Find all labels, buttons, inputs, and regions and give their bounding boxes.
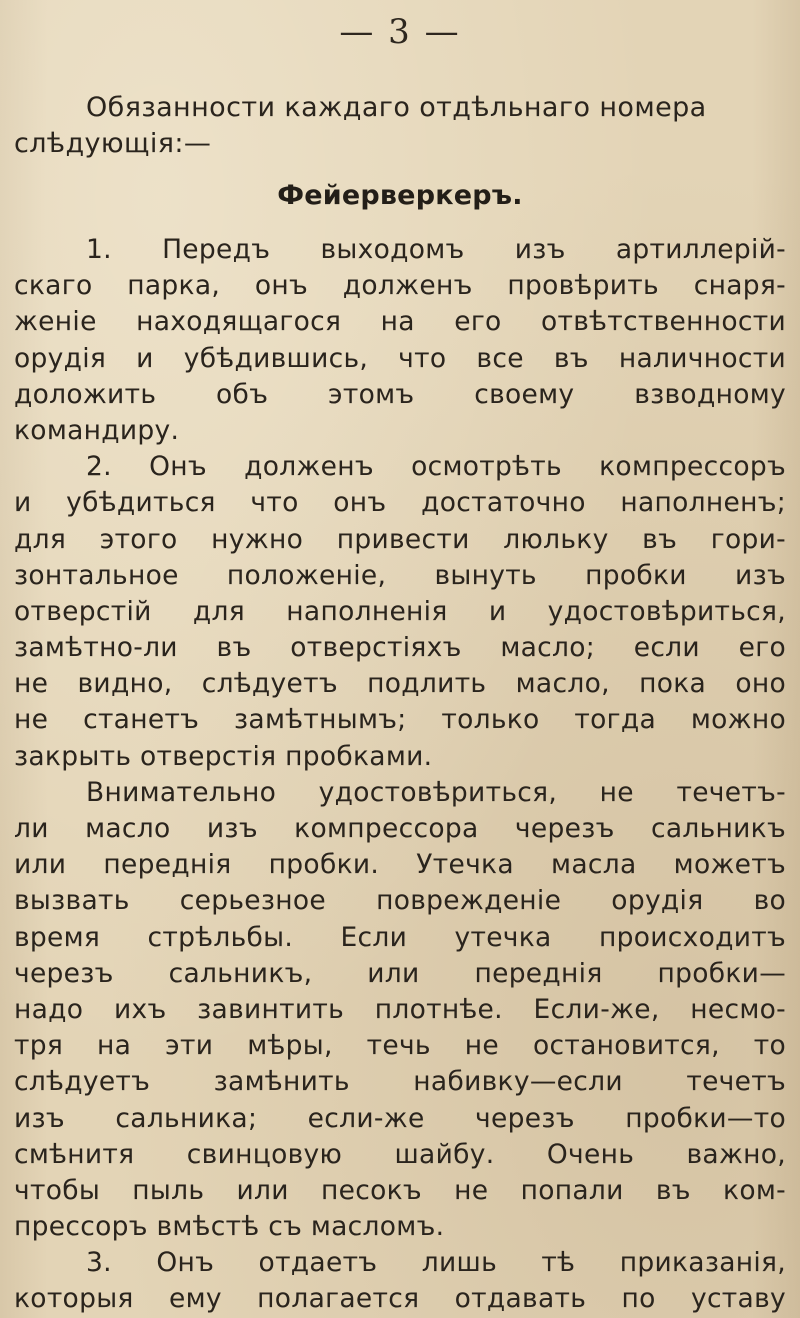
text-line: командиру.: [14, 414, 180, 446]
intro-line: Обязанности каждаго отдѣльнаго номера: [86, 92, 707, 123]
text-line: 2. Онъ долженъ осмотрѣть компрессоръ: [86, 451, 786, 483]
text-line: ли масло изъ компрессора черезъ сальникъ: [14, 813, 786, 844]
text-line: женіе находящагося на его отвѣтственности: [14, 306, 786, 338]
text-line: отверстій для наполненія и удостовѣриться,: [14, 595, 786, 627]
text-line: скаго парка, онъ долженъ провѣрить снаря-: [14, 270, 786, 302]
text-line: или переднія пробки. Утечка масла можетъ: [14, 849, 786, 881]
text-line: не видно, слѣдуетъ подлить масло, пока оно: [14, 668, 786, 700]
text-line: которыя ему полагается отдавать по уставу: [14, 1283, 786, 1315]
text-line: прессоръ вмѣстѣ съ масломъ.: [14, 1211, 445, 1243]
intro-line: слѣдующія:—: [14, 128, 212, 159]
text-line: 3. Онъ отдаетъ лишь тѣ приказанія,: [86, 1247, 786, 1279]
text-line: и убѣдиться что онъ достаточно наполненъ;: [14, 487, 786, 519]
text-line: надо ихъ завинтить плотнѣе. Если-же, несмо-: [14, 993, 786, 1025]
text-line: время стрѣльбы. Если утечка происходитъ: [14, 921, 786, 953]
text-line: орудія и убѣдившись, что все въ наличности: [14, 342, 786, 374]
text-line: черезъ сальникъ, или переднія пробки—: [14, 957, 786, 989]
text-line: Внимательно удостовѣриться, не течетъ-: [86, 776, 786, 808]
text-line: не станетъ замѣтнымъ; только тогда можно: [14, 704, 786, 736]
text-line: вызвать серьезное поврежденіе орудія во: [14, 885, 786, 917]
text-line: слѣдуетъ замѣнить набивку—если течетъ: [14, 1066, 786, 1098]
text-line: закрыть отверстія пробками.: [14, 740, 433, 772]
text-line: замѣтно-ли въ отверстіяхъ масло; если его: [14, 632, 786, 664]
text-line: зонтальное положеніе, вынуть пробки изъ: [14, 559, 786, 591]
text-line: смѣнитя свинцовую шайбу. Очень важно,: [14, 1138, 786, 1170]
text-line: чтобы пыль или песокъ не попали въ ком-: [14, 1174, 786, 1206]
page-number: — 3 —: [339, 12, 461, 52]
intro-paragraph: [14, 90, 786, 162]
text-line: тря на эти мѣры, течь не остановится, то: [14, 1030, 786, 1062]
text-line: 1. Передъ выходомъ изъ артиллерій-: [86, 234, 786, 265]
section-heading: Фейерверкеръ.: [277, 180, 523, 211]
text-line: доложить объ этомъ своему взводному: [14, 378, 786, 410]
body-text: [14, 232, 786, 1318]
text-line: изъ сальника; если-же черезъ пробки—то: [14, 1102, 786, 1134]
text-line: для этого нужно привести люльку въ гори-: [14, 523, 786, 555]
